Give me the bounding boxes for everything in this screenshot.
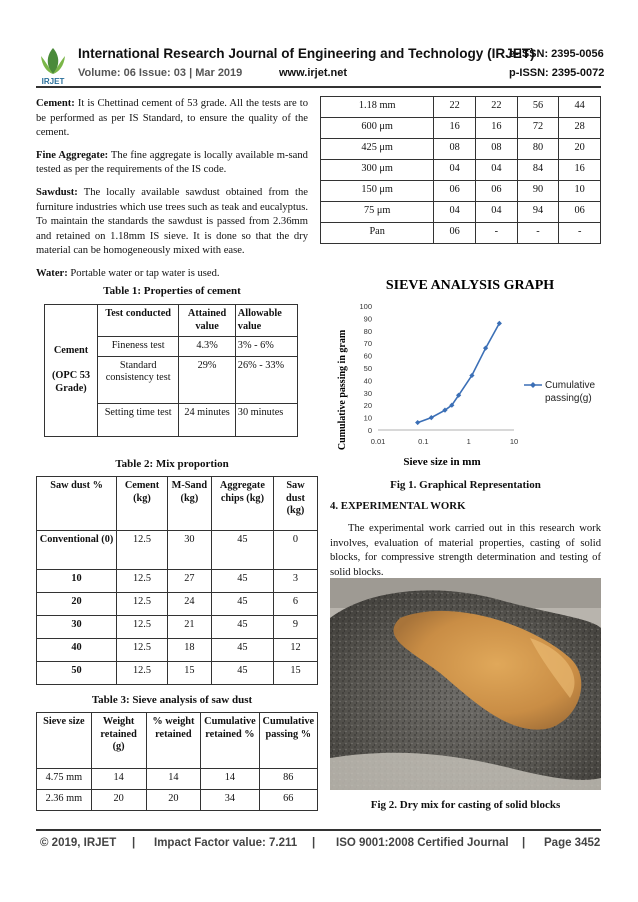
table3-header: Sieve size — [37, 713, 92, 769]
chart-y-label: Cumulative passing in gram — [337, 329, 348, 451]
table-cell: 04 — [434, 202, 476, 223]
logo-text: IRJET — [41, 77, 65, 86]
table-cell: 9 — [273, 616, 317, 639]
table-cell: 2.36 mm — [37, 790, 92, 811]
table-cell: 04 — [434, 160, 476, 181]
table3 — [36, 712, 318, 811]
chart-plot-area — [415, 321, 502, 425]
table-cell: 34 — [201, 790, 259, 811]
y-tick-label: 0 — [367, 426, 372, 435]
fig2-caption: Fig 2. Dry mix for casting of solid blocks — [370, 799, 561, 811]
table-row — [321, 160, 601, 181]
table1-header: Allowable value — [235, 305, 297, 337]
table-cell: 26% - 33% — [235, 356, 297, 403]
footer-separator: | — [312, 837, 316, 849]
table-cell: 15 — [167, 662, 211, 685]
table-cell: 06 — [476, 181, 518, 202]
legend-label: passing(g) — [545, 393, 592, 404]
table-cell: 425 μm — [321, 139, 434, 160]
series-line — [418, 323, 500, 422]
y-tick-label: 30 — [363, 388, 372, 398]
x-tick-label: 1 — [466, 437, 471, 446]
table-cell: 6 — [273, 593, 317, 616]
footer-separator: | — [522, 837, 526, 849]
table-cell: Fineness test — [98, 337, 179, 357]
table-cell: 4.3% — [179, 337, 235, 357]
table-cell: 12 — [273, 639, 317, 662]
table1-header: Attained value — [179, 305, 235, 337]
y-tick-label: 40 — [363, 376, 372, 386]
footer-page-number: Page 3452 — [544, 837, 601, 849]
chart-axes — [359, 302, 518, 446]
footer-separator: | — [132, 837, 136, 849]
irjet-logo-icon — [36, 44, 70, 86]
chart-title: SIEVE ANALYSIS GRAPH — [385, 278, 555, 293]
table-cell: 12.5 — [117, 616, 168, 639]
volume-issue: Volume: 06 Issue: 03 | Mar 2019 — [78, 67, 243, 79]
table-cell: 12.5 — [117, 639, 168, 662]
table-row — [321, 181, 601, 202]
table-cell: 44 — [559, 97, 601, 118]
table-cell: 1.18 mm — [321, 97, 434, 118]
table-cell: 29% — [179, 356, 235, 403]
table-cell: 14 — [201, 769, 259, 790]
table3-continued — [320, 96, 601, 244]
water-paragraph: Water: Portable water or tap water is used. — [36, 267, 220, 279]
table-row — [37, 790, 318, 811]
table-row — [321, 202, 601, 223]
table-cell: 24 minutes — [179, 403, 235, 436]
table-cell: 08 — [476, 139, 518, 160]
table-cell: 16 — [434, 118, 476, 139]
table-cell: 10 — [559, 181, 601, 202]
table-cell: 150 μm — [321, 181, 434, 202]
table-cell: 94 — [517, 202, 559, 223]
table-cell: 45 — [211, 593, 273, 616]
table-cell: - — [559, 223, 601, 244]
table-cell: 45 — [211, 662, 273, 685]
journal-title: International Research Journal of Engineering and Technology (IRJET) — [78, 46, 535, 61]
table-cell: 3 — [273, 570, 317, 593]
legend-marker — [530, 382, 536, 388]
table-cell: 80 — [517, 139, 559, 160]
table2-header: Cement (kg) — [117, 477, 168, 531]
table-cell: 06 — [559, 202, 601, 223]
table-cell: 14 — [146, 769, 201, 790]
e-issn: e-ISSN: 2395-0056 — [509, 48, 604, 60]
data-point — [415, 420, 420, 425]
table-cell: 45 — [211, 531, 273, 570]
p-issn: p-ISSN: 2395-0072 — [509, 67, 605, 79]
x-tick-label: 0.1 — [418, 437, 429, 446]
table-row — [37, 593, 318, 616]
table-cell: 16 — [476, 118, 518, 139]
table-cell: 28 — [559, 118, 601, 139]
table-cell: 14 — [91, 769, 146, 790]
chart-x-label: Sieve size in mm — [403, 456, 481, 468]
table-cell: 72 — [517, 118, 559, 139]
table-cell: 45 — [211, 570, 273, 593]
table1-header: Test conducted — [98, 305, 179, 337]
table-cell: 30 — [167, 531, 211, 570]
table3-header: Cumulative retained % — [201, 713, 259, 769]
cement-paragraph: Cement: It is Chettinad cement of 53 grade. All the tests are to be performed as per IS Standard, to ensure the quality of the cement. — [36, 98, 308, 139]
table-cell: 3% - 6% — [235, 337, 297, 357]
table-cell: - — [517, 223, 559, 244]
table3-caption: Table 3: Sieve analysis of saw dust — [91, 694, 253, 706]
y-tick-label: 80 — [363, 326, 372, 336]
journal-website[interactable]: www.irjet.net — [279, 67, 348, 79]
table-cell: Pan — [321, 223, 434, 244]
table-cell: 27 — [167, 570, 211, 593]
table-cell: 86 — [259, 769, 317, 790]
footer-rule — [36, 829, 601, 831]
footer-impact-factor: Impact Factor value: 7.211 — [154, 837, 298, 849]
table-cell: 45 — [211, 639, 273, 662]
table-cell: 75 μm — [321, 202, 434, 223]
table-cell: 22 — [476, 97, 518, 118]
table-cell: 18 — [167, 639, 211, 662]
table-cell: 20 — [91, 790, 146, 811]
table-cell: 90 — [517, 181, 559, 202]
table-cell: 15 — [273, 662, 317, 685]
table-cell: Standard consistency test — [98, 356, 179, 403]
table1 — [44, 304, 298, 437]
table-cell: 600 μm — [321, 118, 434, 139]
table-cell: 56 — [517, 97, 559, 118]
y-tick-label: 90 — [363, 314, 372, 324]
table-cell: 84 — [517, 160, 559, 181]
table-cell: 12.5 — [117, 662, 168, 685]
footer-iso: ISO 9001:2008 Certified Journal — [336, 837, 509, 849]
table-cell: 12.5 — [117, 570, 168, 593]
dry-mix-photo — [330, 578, 601, 790]
table-row — [321, 97, 601, 118]
sawdust-paragraph: Sawdust: The locally available sawdust obtained from the furniture industries which use trees such as teak and eucalyptus. To maintain the standards the sawdust is passed from 2.36mm and retained on 1.18mm IS sieve. It is done so that the dry material can be homogeneously mixed with ease. — [36, 186, 308, 257]
table-cell: 50 — [37, 662, 117, 685]
table-cell: 20 — [146, 790, 201, 811]
table-cell: 08 — [434, 139, 476, 160]
table2-header: M-Sand (kg) — [167, 477, 211, 531]
table-cell: Conventional (0) — [37, 531, 117, 570]
table-cell: 4.75 mm — [37, 769, 92, 790]
table-cell: 06 — [434, 181, 476, 202]
table2-header: Aggregate chips (kg) — [211, 477, 273, 531]
table-row — [321, 223, 601, 244]
section-paragraph: The experimental work carried out in this research work involves, evaluation of material properties, casting of solid blocks, for compressive strength determination and testing of solid blocks. — [330, 523, 601, 578]
materials-text — [36, 97, 308, 282]
footer-copyright: © 2019, IRJET — [40, 837, 117, 849]
table2-header: Saw dust % — [37, 477, 117, 531]
table2-caption: Table 2: Mix proportion — [115, 458, 229, 470]
table-cell: 06 — [434, 223, 476, 244]
y-tick-label: 50 — [363, 364, 372, 373]
table-cell: 300 μm — [321, 160, 434, 181]
y-tick-label: 10 — [363, 413, 372, 423]
table-cell: 24 — [167, 593, 211, 616]
header-rule — [36, 86, 601, 88]
table-cell: - — [476, 223, 518, 244]
table-cell: 30 — [37, 616, 117, 639]
sieve-analysis-chart — [330, 272, 601, 472]
table-row — [37, 616, 318, 639]
section-heading: 4. EXPERIMENTAL WORK — [330, 500, 466, 512]
table-row — [321, 118, 601, 139]
fine-aggregate-paragraph: Fine Aggregate: The fine aggregate is locally available m-sand tested as per the requirements of the IS code. — [36, 149, 308, 176]
table1-rowhead: Cement (OPC 53 Grade) — [45, 305, 98, 437]
y-tick-label: 60 — [363, 351, 372, 361]
table-cell: 0 — [273, 531, 317, 570]
table-cell: 22 — [434, 97, 476, 118]
table-row — [37, 662, 318, 685]
table-row — [37, 570, 318, 593]
table2-header: Saw dust (kg) — [273, 477, 317, 531]
table-cell: 40 — [37, 639, 117, 662]
y-tick-label: 100 — [359, 302, 372, 311]
table3-header: % weight retained — [146, 713, 201, 769]
table1-caption: Table 1: Properties of cement — [103, 285, 241, 297]
table-cell: 16 — [559, 160, 601, 181]
table-cell: 10 — [37, 570, 117, 593]
fig1-caption: Fig 1. Graphical Representation — [390, 479, 541, 491]
x-tick-label: 0.01 — [370, 437, 386, 446]
table-cell: 20 — [37, 593, 117, 616]
table-cell: 12.5 — [117, 531, 168, 570]
table3-header: Weight retained (g) — [91, 713, 146, 769]
table-row — [321, 139, 601, 160]
table-cell: 30 minutes — [235, 403, 297, 436]
x-tick-label: 10 — [509, 437, 519, 446]
chart-legend — [524, 380, 595, 404]
table-cell: 20 — [559, 139, 601, 160]
table-cell: Setting time test — [98, 403, 179, 436]
table2 — [36, 476, 318, 685]
table-row — [37, 769, 318, 790]
table3-header: Cumulative passing % — [259, 713, 317, 769]
table-cell: 04 — [476, 202, 518, 223]
y-tick-label: 70 — [363, 339, 372, 349]
table-cell: 12.5 — [117, 593, 168, 616]
y-tick-label: 20 — [363, 401, 372, 411]
table-cell: 21 — [167, 616, 211, 639]
table-row — [37, 639, 318, 662]
legend-label: Cumulative — [545, 380, 596, 391]
table-cell: 45 — [211, 616, 273, 639]
table-cell: 04 — [476, 160, 518, 181]
table-cell: 66 — [259, 790, 317, 811]
table-row — [37, 531, 318, 570]
